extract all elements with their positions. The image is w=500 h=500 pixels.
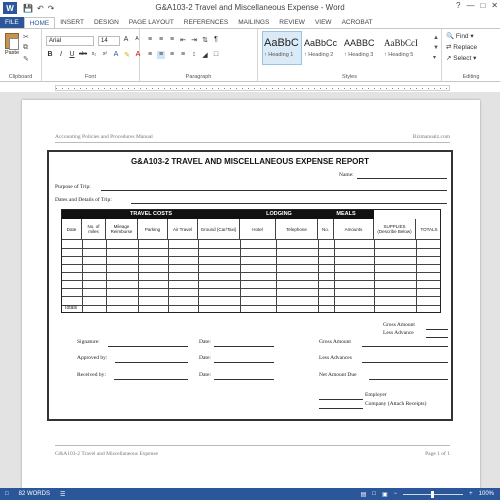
received-by-label: Received by: (77, 372, 106, 378)
gross-amount-label: Gross Amount (319, 339, 351, 345)
paragraph-list-row (146, 36, 220, 44)
close-button[interactable]: ✕ (491, 1, 498, 10)
employer-field[interactable] (319, 399, 363, 400)
approved-by-label: Approved by: (77, 355, 108, 361)
tab-review[interactable]: REVIEW (279, 19, 305, 26)
approved-by-field[interactable] (115, 362, 188, 363)
cut-icon[interactable]: ✂ (23, 34, 29, 41)
style-sample: AaBbCc (304, 38, 338, 48)
grow-font-icon[interactable]: A (123, 36, 129, 43)
company-label: Company (Attach Receipts) (365, 401, 427, 407)
style-sample: AaBbCcI (384, 38, 418, 48)
paragraph-group (140, 29, 258, 81)
editing-group-label: Editing (462, 74, 480, 80)
col-mileage: Mileage Reimburse (106, 219, 138, 239)
tab-mailings[interactable]: MAILINGS (238, 19, 270, 26)
editing-actions (446, 32, 477, 62)
tab-insert[interactable]: INSERT (60, 19, 84, 26)
footer-left-text: G&A103-2 Travel and Miscellaneous Expense (55, 451, 158, 457)
gross-amount-label-small: Gross Amount (383, 322, 415, 328)
signature-field[interactable] (108, 346, 188, 347)
replace-icon: ⇄ (446, 44, 452, 51)
col-totals: TOTALS (420, 226, 438, 232)
word-app-icon: W (3, 2, 17, 14)
section-travel-costs: TRAVEL COSTS (62, 210, 240, 219)
section-lodging: LODGING (240, 210, 318, 219)
format-painter-icon[interactable]: ✎ (23, 56, 29, 63)
ribbon-tabs (0, 16, 500, 28)
table-col-line (318, 239, 319, 312)
col-ground: Ground (Car/Taxi) (198, 219, 240, 239)
copy-icon[interactable]: ⧉ (23, 44, 28, 51)
view-controls (361, 491, 500, 498)
table-row-line (62, 280, 440, 281)
align-center-icon[interactable]: ≡ (158, 51, 164, 58)
zoom-slider[interactable] (403, 494, 463, 495)
col-miles: No. of miles (82, 219, 106, 239)
employer-label: Employer (365, 392, 387, 398)
col-meals-no: No. (318, 219, 334, 239)
borders-icon[interactable]: □ (213, 51, 219, 58)
clipboard-group-label: Clipboard (8, 74, 33, 80)
paragraph-align-row (146, 51, 220, 59)
tab-home[interactable]: HOME (24, 17, 56, 28)
col-date: Date (62, 219, 82, 239)
less-advances-field[interactable] (362, 362, 448, 363)
col-meals-amounts: Amounts (334, 219, 374, 239)
name-field[interactable] (357, 178, 447, 179)
header-right-text: Bizmanualz.com (412, 134, 450, 140)
font-color-icon[interactable]: A (135, 51, 141, 58)
table-col-line (334, 239, 335, 312)
zoom-out-icon[interactable]: − (393, 491, 398, 497)
align-left-icon[interactable]: ≡ (147, 51, 153, 58)
undo-icon[interactable]: ↶ (36, 3, 44, 13)
read-mode-icon[interactable]: ▤ (360, 491, 367, 498)
find-icon: 🔍 (446, 33, 455, 40)
styles-group-label: Styles (342, 74, 357, 80)
table-row-line (62, 296, 440, 297)
ruler-scale (55, 85, 450, 91)
signature-date-field[interactable] (214, 346, 274, 347)
styles-scroll[interactable]: ▲ ▼ ▾ (433, 35, 439, 61)
approved-date-label: Date: (199, 355, 211, 361)
find-button[interactable] (446, 32, 477, 40)
table-col-line (374, 239, 375, 312)
ribbon (0, 28, 500, 82)
col-parking: Parking (138, 219, 168, 239)
col-hotel: Hotel (240, 219, 276, 239)
table-col-line (138, 239, 139, 312)
replace-label: Replace (453, 44, 478, 51)
document-canvas (0, 93, 500, 488)
web-layout-icon[interactable]: ▣ (381, 491, 388, 498)
table-col-line (168, 239, 169, 312)
redo-icon[interactable]: ↷ (47, 3, 55, 13)
footer-right-text: Page 1 of 1 (425, 451, 450, 457)
editing-group (442, 29, 500, 81)
table-col-line (276, 239, 277, 312)
style-sample: AABBC (344, 38, 375, 48)
expense-report-form (47, 150, 453, 421)
window-controls (456, 1, 498, 10)
font-group-label: Font (84, 74, 96, 80)
table-col-line (198, 239, 199, 312)
italic-button[interactable]: I (60, 51, 62, 58)
table-totals-line (62, 305, 440, 306)
styles-gallery (262, 31, 422, 65)
find-label: Find (455, 33, 469, 40)
styles-group (258, 29, 442, 81)
footer-divider (55, 445, 450, 446)
maximize-button[interactable]: □ (480, 1, 486, 10)
chevron-down-icon: ▾ (473, 55, 477, 62)
net-amount-due-label: Net Amount Due (319, 372, 357, 378)
font-format-row (46, 51, 142, 59)
style-heading-1[interactable] (262, 31, 302, 65)
zoom-slider-thumb[interactable] (431, 491, 434, 498)
clipboard-icon (5, 33, 19, 49)
net-amount-due-field[interactable] (369, 379, 448, 380)
line-spacing-icon[interactable]: ↕ (192, 51, 196, 58)
clipboard-actions (23, 33, 29, 63)
font-size-select[interactable]: 14 (98, 36, 120, 46)
section-meals: MEALS (318, 210, 374, 219)
tab-design[interactable]: DESIGN (93, 19, 119, 26)
received-date-field[interactable] (214, 379, 274, 380)
company-field[interactable] (319, 408, 363, 409)
multilevel-list-icon[interactable]: ≡ (169, 36, 175, 43)
status-bar (0, 488, 500, 500)
tab-page-layout[interactable]: PAGE LAYOUT (128, 19, 174, 26)
chevron-down-icon: ▾ (470, 33, 474, 40)
tab-references[interactable]: REFERENCES (183, 19, 229, 26)
signature-label: Signature: (77, 339, 100, 345)
quick-access-toolbar (23, 4, 54, 13)
signature-date-label: Date: (199, 339, 211, 345)
tab-file[interactable]: FILE (0, 17, 24, 28)
table-row-line (62, 248, 440, 249)
sort-icon[interactable]: ⇅ (202, 37, 208, 44)
style-name: ↑ Heading 5 (384, 52, 414, 58)
select-button[interactable] (446, 54, 477, 62)
table-row-line (62, 288, 440, 289)
gross-amount-field[interactable] (362, 346, 448, 347)
minimize-button[interactable]: — (466, 1, 475, 10)
style-heading-2[interactable] (302, 31, 342, 65)
received-date-label: Date: (199, 372, 211, 378)
paragraph-group-label: Paragraph (185, 74, 212, 80)
paste-button[interactable] (2, 33, 22, 63)
font-group (42, 29, 140, 81)
clipboard-group (0, 29, 42, 81)
select-label: Select (453, 55, 472, 62)
header-left-text: Accounting Policies and Procedures Manual (55, 134, 153, 140)
show-marks-icon[interactable]: ¶ (214, 36, 218, 43)
style-heading-5[interactable] (382, 31, 422, 65)
decrease-indent-icon[interactable]: ⇤ (180, 37, 186, 44)
tab-acrobat[interactable]: ACROBAT (341, 19, 373, 26)
font-size-controls (122, 36, 141, 43)
table-col-line (106, 239, 107, 312)
style-name: ↑ Heading 1 (264, 52, 294, 58)
numbering-icon[interactable]: ≡ (158, 36, 164, 43)
proofing-icon[interactable]: ☰ (59, 491, 66, 498)
replace-button[interactable] (446, 43, 477, 51)
print-layout-icon[interactable]: □ (372, 491, 376, 497)
table-col-line (82, 239, 83, 312)
col-air-travel: Air Travel (168, 219, 198, 239)
shrink-font-icon[interactable]: A (135, 36, 139, 42)
table-row-line (62, 264, 440, 265)
zoom-in-icon[interactable]: + (469, 491, 473, 497)
totals-row-label: Totals (64, 305, 78, 311)
underline-button[interactable]: U (69, 51, 75, 58)
style-name: ↑ Heading 2 (304, 52, 334, 58)
table-col-line (240, 239, 241, 312)
name-label: Name: (339, 172, 354, 178)
word-count[interactable]: 82 WORDS (18, 491, 50, 497)
approved-date-field[interactable] (214, 362, 274, 363)
select-icon: ↗ (446, 55, 452, 62)
help-button[interactable]: ? (456, 1, 461, 10)
purpose-label: Purpose of Trip: (55, 184, 91, 190)
less-advances-label: Less Advances (319, 355, 352, 361)
table-row-line (62, 256, 440, 257)
increase-indent-icon[interactable]: ⇥ (191, 37, 197, 44)
less-advance-label: Less Advance (383, 330, 414, 336)
table-header-rule (62, 239, 440, 240)
less-advance-field[interactable] (426, 337, 448, 338)
header-divider (55, 142, 450, 143)
zoom-level[interactable]: 100% (478, 491, 494, 497)
style-name: ↑ Heading 3 (344, 52, 374, 58)
received-by-field[interactable] (114, 379, 188, 380)
table-col-line (416, 239, 417, 312)
page-layout-icon[interactable]: □ (5, 491, 9, 497)
dates-label: Dates and Details of Trip: (55, 197, 112, 203)
title-bar (0, 0, 500, 16)
superscript-button[interactable]: x² (102, 51, 108, 57)
document-page[interactable] (22, 100, 480, 488)
col-telephone: Telephone (276, 219, 318, 239)
form-title: G&A103-2 TRAVEL AND MISCELLANEOUS EXPENSE REPORT (130, 157, 370, 166)
bold-button[interactable]: B (47, 51, 53, 58)
gross-amount-small-field[interactable] (426, 329, 448, 330)
text-effects-icon[interactable]: A (113, 51, 119, 58)
style-sample: AaBbC (264, 37, 299, 49)
purpose-field[interactable] (101, 190, 447, 191)
align-right-icon[interactable]: ≡ (169, 51, 175, 58)
style-heading-3[interactable] (342, 31, 382, 65)
paste-label: Paste (4, 50, 20, 56)
save-icon[interactable]: 💾 (23, 3, 33, 13)
highlight-icon[interactable]: ✎ (124, 52, 130, 59)
horizontal-ruler[interactable] (0, 83, 500, 93)
window-title: G&A103-2 Travel and Miscellaneous Expense - Word (155, 3, 345, 12)
bullets-icon[interactable]: ≡ (147, 36, 153, 43)
strikethrough-button[interactable]: abc (79, 51, 88, 57)
table-row-line (62, 272, 440, 273)
font-family-select[interactable]: Arial (46, 36, 94, 46)
tab-view[interactable]: VIEW (314, 19, 332, 26)
shading-icon[interactable]: ◢ (202, 52, 208, 59)
col-supplies: SUPPLIES (Describe Below) (374, 219, 416, 239)
expense-table (61, 209, 441, 313)
dates-field[interactable] (131, 203, 447, 204)
justify-icon[interactable]: ≡ (180, 51, 186, 58)
subscript-button[interactable]: x₂ (91, 51, 97, 57)
